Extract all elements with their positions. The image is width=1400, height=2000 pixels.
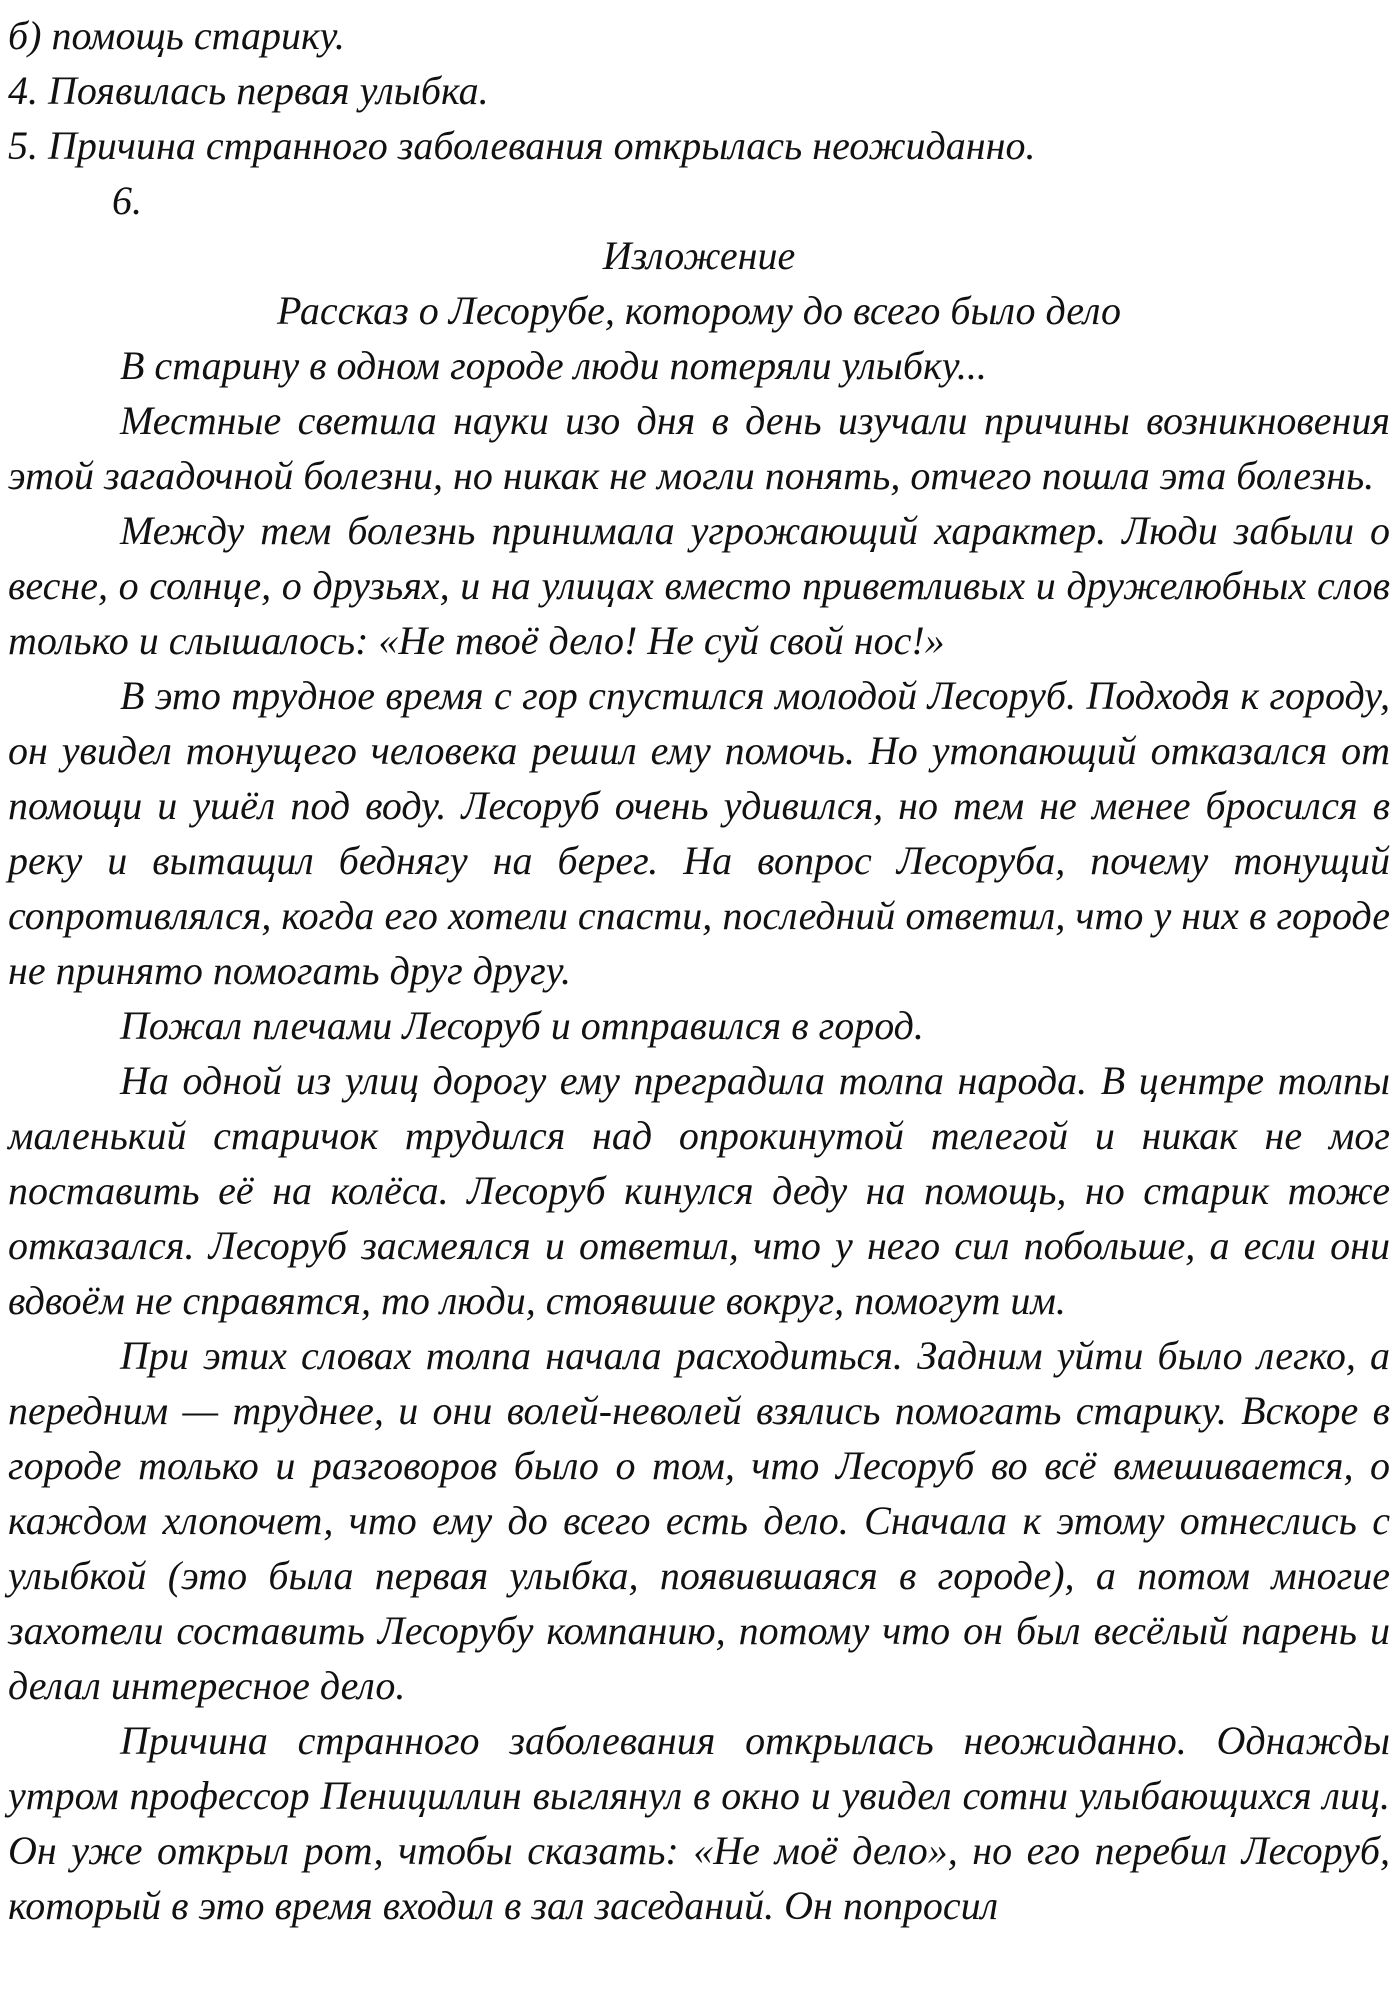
story-title: Рассказ о Лесорубе, которому до всего было дело: [277, 288, 1121, 333]
paragraph-7: При этих словах толпа начала расходиться. Задним уйти было легко, а передним — труднее, и они волей-неволей взялись помогать старику. Вскоре в городе только и разговоров было о том, что Лесоруб во всё вмешивается, о каждом хлопочет, что ему до всего есть дело. Сначала к этому отнеслись с улыбкой (это была первая улыбка, появившаяся в городе), а потом многие захотели составить Лесорубу компанию, потому что он был весёлый парень и делал интересное дело.: [8, 1333, 1390, 1708]
list-line-4: 4. Появилась первая улыбка.: [8, 68, 489, 113]
heading-izlozhenie: Изложение: [602, 233, 796, 278]
paragraph-8: Причина странного заболевания открылась неожиданно. Однажды утром профессор Пенициллин выглянул в окно и увидел сотни улыбающихся лиц. Он уже открыл рот, чтобы сказать: «Не моё дело», но его перебил Лесоруб, который в это время входил в зал заседаний. Он попросил: [8, 1718, 1390, 1928]
section-number-6: 6.: [112, 178, 142, 223]
list-line-5: 5. Причина странного заболевания открылась неожиданно.: [8, 123, 1036, 168]
paragraph-1: В старину в одном городе люди потеряли улыбку...: [120, 343, 987, 388]
paragraph-4: В это трудное время с гор спустился молодой Лесоруб. Подходя к городу, он увидел тонущего человека решил ему помочь. Но утопающий отказался от помощи и ушёл под воду. Лесоруб очень удивился, но тем не менее бросился в реку и вытащил беднягу на берег. На вопрос Лесоруба, почему тонущий сопротивлялся, когда его хотели спасти, последний ответил, что у них в городе не принято помогать друг другу.: [8, 673, 1390, 993]
paragraph-6: На одной из улиц дорогу ему преградила толпа народа. В центре толпы маленький старичок трудился над опрокинутой телегой и никак не мог поставить её на колёса. Лесоруб кинулся деду на помощь, но старик тоже отказался. Лесоруб засмеялся и ответил, что у него сил побольше, а если они вдвоём не справятся, то люди, стоявшие вокруг, помогут им.: [8, 1058, 1390, 1323]
paragraph-5: Пожал плечами Лесоруб и отправился в город.: [120, 1003, 924, 1048]
paragraph-2: Местные светила науки изо дня в день изучали причины возникновения этой загадочной болезни, но никак не могли понять, отчего пошла эта болезнь.: [8, 398, 1390, 498]
paragraph-3: Между тем болезнь принимала угрожающий характер. Люди забыли о весне, о солнце, о друзьях, и на улицах вместо приветливых и дружелюбных слов только и слышалось: «Не твоё дело! Не суй свой нос!»: [8, 508, 1390, 663]
list-line-b: б) помощь старику.: [8, 13, 345, 58]
